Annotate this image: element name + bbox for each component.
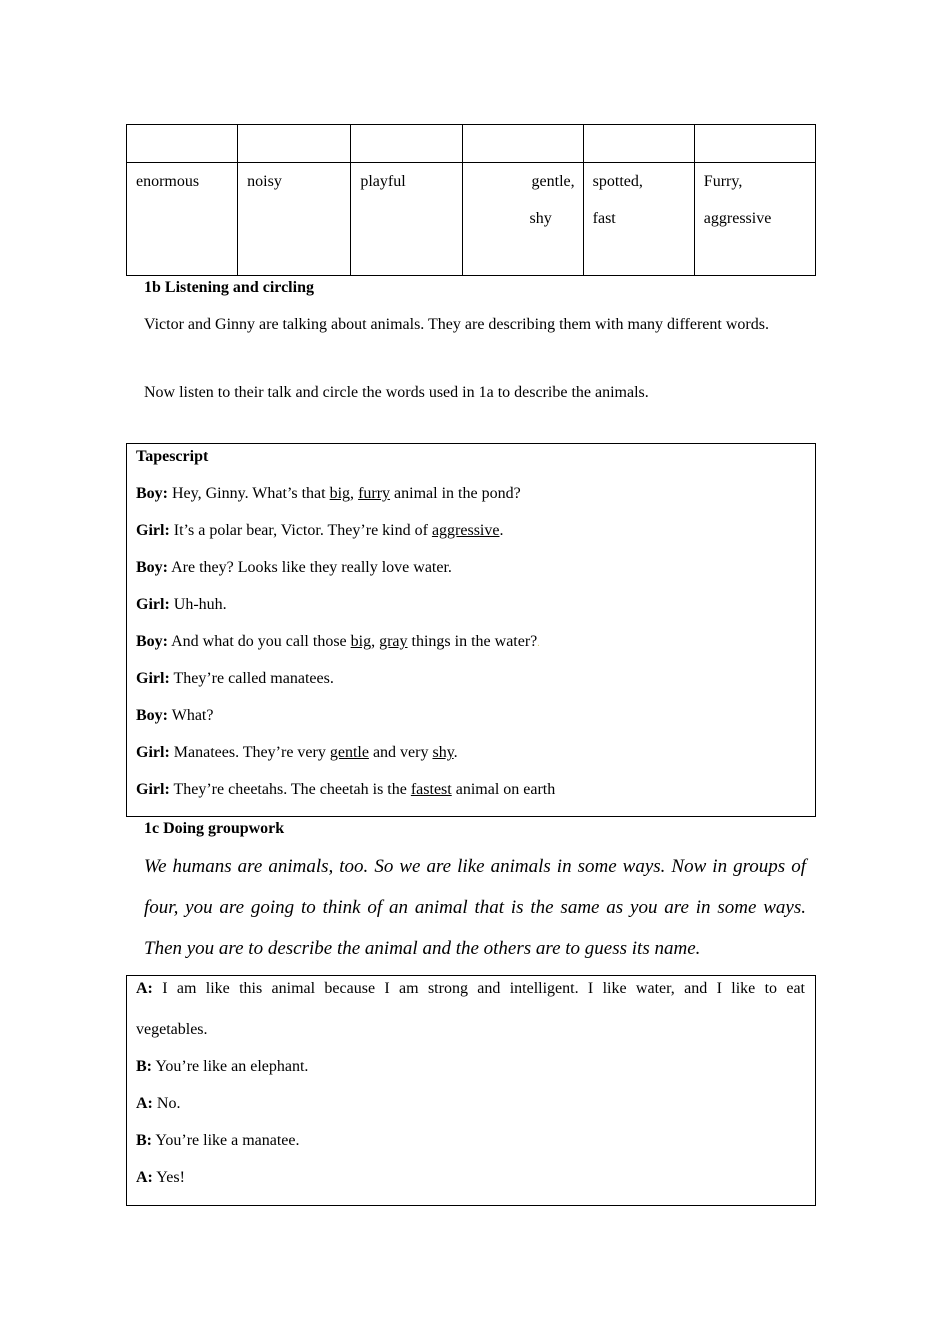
line-text: You’re like an elephant. bbox=[152, 1058, 309, 1075]
vocab-cell-playful bbox=[351, 163, 463, 276]
underlined-word: furry bbox=[358, 485, 391, 502]
speaker-label: A: bbox=[136, 1095, 153, 1112]
dialogue-line bbox=[136, 1095, 180, 1113]
dialogue-box bbox=[126, 975, 816, 1206]
dialogue-line bbox=[136, 980, 805, 998]
line-text: Manatees. They’re very bbox=[169, 744, 330, 761]
line-text: They’re called manatees. bbox=[169, 670, 334, 687]
section-1b-heading: 1b Listening and circling bbox=[144, 279, 314, 296]
vocab-word: spotted, bbox=[592, 173, 643, 190]
tapescript-box bbox=[126, 443, 816, 817]
section-1c-heading: 1c Doing groupwork bbox=[144, 820, 285, 837]
line-text: Yes! bbox=[152, 1169, 185, 1186]
vocab-cell-empty bbox=[127, 125, 238, 163]
vocab-table-word-row bbox=[127, 163, 816, 276]
line-text: What? bbox=[168, 707, 214, 724]
line-text: It’s a polar bear, Victor. They’re kind of bbox=[169, 522, 432, 539]
line-text: things in the water? bbox=[407, 633, 538, 650]
section-1b-paragraph-2: Now listen to their talk and circle the words used in 1a to describe the animals. bbox=[144, 384, 649, 401]
speaker-label: B: bbox=[136, 1132, 152, 1149]
line-text: Uh-huh. bbox=[169, 596, 227, 613]
underlined-word: shy bbox=[432, 744, 454, 761]
vocab-table-top-row bbox=[127, 125, 816, 163]
tapescript-title: Tapescript bbox=[136, 448, 209, 465]
line-text: . bbox=[453, 744, 458, 761]
vocab-table bbox=[126, 124, 816, 276]
line-text: Are they? Looks like they really love water. bbox=[168, 559, 452, 576]
speaker-label: Girl: bbox=[136, 744, 170, 761]
tapescript-line bbox=[136, 596, 227, 614]
tapescript-line bbox=[136, 633, 540, 651]
vocab-cell-furry-aggressive bbox=[694, 163, 815, 276]
line-text: They’re cheetahs. The cheetah is the bbox=[169, 781, 411, 798]
tapescript-line bbox=[136, 744, 458, 762]
dialogue-line bbox=[136, 1058, 308, 1076]
vocab-cell-empty bbox=[694, 125, 815, 163]
line-text: I am like this animal because I am strong and intelligent. I like water, and I like to eat bbox=[152, 980, 805, 997]
vocab-word: shy bbox=[529, 210, 552, 227]
underlined-word: aggressive bbox=[431, 522, 500, 539]
underlined-word: big bbox=[350, 633, 372, 650]
tapescript-line bbox=[136, 559, 452, 577]
section-1c-instructions bbox=[144, 846, 806, 969]
underlined-word: fastest bbox=[410, 781, 452, 798]
speaker-label: Girl: bbox=[136, 596, 170, 613]
vocab-cell-empty bbox=[463, 125, 583, 163]
line-text: You’re like a manatee. bbox=[152, 1132, 300, 1149]
dialogue-line bbox=[136, 1169, 185, 1187]
vocab-cell-empty bbox=[583, 125, 694, 163]
line-text: animal in the pond? bbox=[390, 485, 521, 502]
tapescript-line bbox=[136, 670, 334, 688]
tapescript-line bbox=[136, 781, 555, 799]
instruction-line: We humans are animals, too. So we are like animals in some ways. Now in groups of bbox=[144, 856, 806, 877]
underlined-word: gray bbox=[379, 633, 408, 650]
speaker-label: A: bbox=[136, 1169, 153, 1186]
vocab-cell-spotted-fast bbox=[583, 163, 694, 276]
vocab-word: gentle, bbox=[531, 173, 575, 190]
line-text: , bbox=[371, 633, 380, 650]
speaker-label: B: bbox=[136, 1058, 152, 1075]
speaker-label: A: bbox=[136, 980, 153, 997]
vocab-cell-empty bbox=[238, 125, 351, 163]
speaker-label: Girl: bbox=[136, 522, 170, 539]
vocab-word: Furry, bbox=[703, 173, 743, 190]
line-text: Hey, Ginny. What’s that bbox=[168, 485, 330, 502]
tapescript-line bbox=[136, 485, 521, 503]
line-text: And what do you call those bbox=[168, 633, 351, 650]
tapescript-line bbox=[136, 707, 213, 725]
vocab-word: fast bbox=[592, 210, 616, 227]
edit-mark: . bbox=[537, 638, 540, 649]
instruction-line: four, you are going to think of an animal that is the same as you are in some ways. bbox=[144, 897, 806, 918]
underlined-word: big, bbox=[329, 485, 355, 502]
speaker-label: Boy: bbox=[136, 559, 168, 576]
vocab-word: playful bbox=[360, 173, 406, 190]
line-text: animal on earth bbox=[451, 781, 556, 798]
speaker-label: Girl: bbox=[136, 670, 170, 687]
vocab-cell-enormous bbox=[127, 163, 238, 276]
vocab-cell-empty bbox=[351, 125, 463, 163]
line-text: and very bbox=[368, 744, 433, 761]
speaker-label: Boy: bbox=[136, 485, 168, 502]
line-text: . bbox=[499, 522, 504, 539]
dialogue-line bbox=[136, 1132, 300, 1150]
section-1b-paragraph-1: Victor and Ginny are talking about animals. They are describing them with many different words. bbox=[144, 316, 769, 333]
speaker-label: Girl: bbox=[136, 781, 170, 798]
tapescript-line bbox=[136, 522, 503, 540]
speaker-label: Boy: bbox=[136, 633, 168, 650]
dialogue-line-continuation: vegetables. bbox=[136, 1021, 208, 1038]
instruction-line: Then you are to describe the animal and the others are to guess its name. bbox=[144, 938, 701, 959]
vocab-word: aggressive bbox=[703, 210, 772, 227]
underlined-word: gentle bbox=[329, 744, 369, 761]
speaker-label: Boy: bbox=[136, 707, 168, 724]
line-text: No. bbox=[152, 1095, 181, 1112]
vocab-cell-gentle-shy bbox=[463, 163, 583, 276]
vocab-word: noisy bbox=[247, 173, 282, 190]
vocab-word: enormous bbox=[136, 173, 200, 190]
vocab-cell-noisy bbox=[238, 163, 351, 276]
